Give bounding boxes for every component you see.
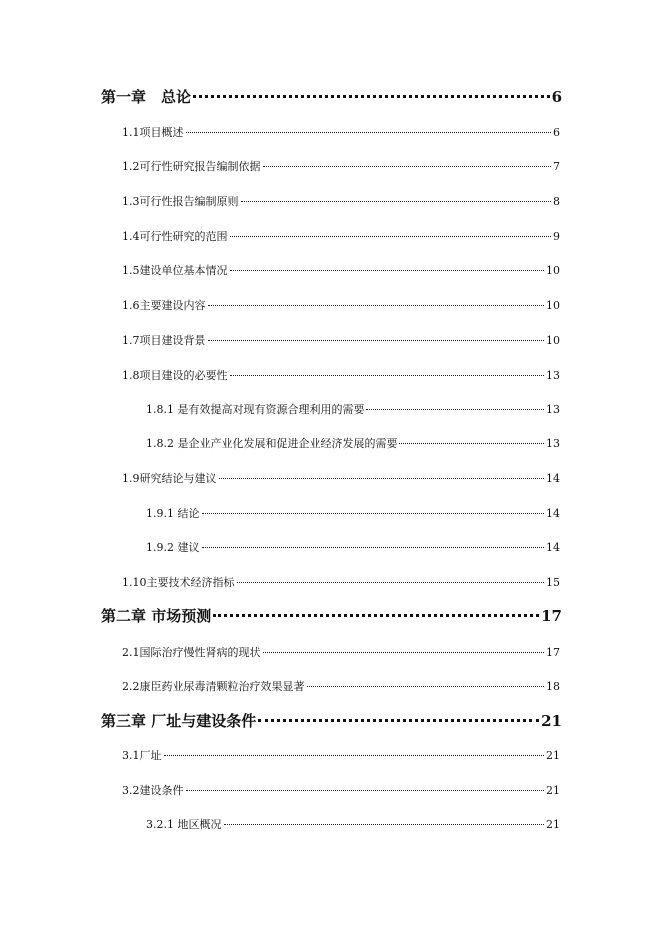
toc-subsection-1-9-2[interactable] (146, 539, 560, 555)
toc-chapter-3[interactable] (101, 710, 562, 731)
dot-leader (230, 270, 545, 271)
dot-leader (193, 95, 550, 98)
dot-leader (230, 236, 552, 237)
toc-section-1-4[interactable] (122, 228, 560, 244)
toc-section-1-8[interactable] (122, 367, 560, 383)
toc-entry-page: 14 (546, 541, 560, 554)
toc-section-1-5[interactable] (122, 262, 560, 278)
toc-entry-label: 2.2康臣药业尿毒清颗粒治疗效果显著 (122, 680, 305, 693)
dot-leader (208, 340, 545, 341)
toc-entry-page: 8 (553, 195, 560, 208)
toc-entry-label: 1.4可行性研究的范围 (122, 230, 228, 243)
dot-leader (219, 478, 545, 479)
toc-entry-page: 17 (546, 646, 560, 659)
toc-entry-page: 10 (546, 334, 560, 347)
toc-entry-label: 1.8项目建设的必要性 (122, 369, 228, 382)
toc-entry-label: 3.1厂址 (122, 749, 162, 762)
toc-entry-page: 15 (546, 576, 560, 589)
toc-entry-page: 18 (546, 680, 560, 693)
dot-leader (263, 652, 545, 653)
toc-entry-page: 13 (546, 437, 560, 450)
dot-leader (263, 166, 552, 167)
dot-leader (186, 132, 552, 133)
toc-entry-page: 6 (553, 126, 560, 139)
toc-section-2-1[interactable] (122, 644, 560, 660)
toc-entry-label: 1.8.2 是企业产业化发展和促进企业经济发展的需要 (146, 437, 398, 450)
dot-leader (307, 686, 545, 687)
toc-subsection-3-2-1[interactable] (146, 816, 560, 832)
dot-leader (258, 719, 539, 722)
dot-leader (208, 305, 545, 306)
toc-entry-page: 21 (541, 712, 562, 730)
toc-entry-label: 1.2可行性研究报告编制依据 (122, 160, 261, 173)
dot-leader (241, 201, 552, 202)
toc-section-1-9[interactable] (122, 470, 560, 486)
toc-entry-label: 1.5建设单位基本情况 (122, 264, 228, 277)
toc-entry-page: 6 (551, 88, 562, 106)
toc-subsection-1-8-2[interactable] (146, 435, 560, 451)
dot-leader (202, 547, 545, 548)
toc-subsection-1-8-1[interactable] (146, 401, 560, 417)
toc-section-2-2[interactable] (122, 678, 560, 694)
toc-entry-label: 1.9.1 结论 (146, 507, 200, 520)
toc-entry-label: 1.7项目建设背景 (122, 334, 206, 347)
toc-entry-page: 9 (553, 230, 560, 243)
dot-leader (164, 755, 545, 756)
toc-entry-label: 3.2建设条件 (122, 784, 184, 797)
dot-leader (399, 443, 544, 444)
toc-entry-page: 13 (546, 369, 560, 382)
toc-section-1-2[interactable] (122, 158, 560, 174)
dot-leader (224, 824, 545, 825)
toc-entry-label: 1.9.2 建议 (146, 541, 200, 554)
toc-entry-page: 10 (546, 299, 560, 312)
toc-entry-label: 1.8.1 是有效提高对现有资源合理利用的需要 (146, 403, 365, 416)
toc-entry-page: 7 (553, 160, 560, 173)
toc-entry-page: 21 (546, 749, 560, 762)
dot-leader (186, 790, 545, 791)
toc-section-1-1[interactable] (122, 124, 560, 140)
toc-chapter-1[interactable] (101, 86, 562, 107)
toc-entry-label: 第二章 市场预测 (101, 607, 212, 625)
toc-subsection-1-9-1[interactable] (146, 505, 560, 521)
toc-entry-page: 17 (541, 607, 562, 625)
toc-entry-label: 1.10主要技术经济指标 (122, 576, 235, 589)
toc-entry-label: 1.1项目概述 (122, 126, 184, 139)
toc-entry-page: 13 (546, 403, 560, 416)
toc-entry-label: 1.3可行性报告编制原则 (122, 195, 239, 208)
dot-leader (213, 614, 539, 617)
dot-leader (237, 582, 545, 583)
toc-entry-label: 第一章 总论 (101, 88, 192, 106)
toc-section-1-7[interactable] (122, 332, 560, 348)
toc-entry-label: 3.2.1 地区概况 (146, 818, 222, 831)
toc-chapter-2[interactable] (101, 605, 562, 626)
toc-entry-label: 2.1国际治疗慢性肾病的现状 (122, 646, 261, 659)
toc-entry-page: 21 (546, 784, 560, 797)
toc-section-1-3[interactable] (122, 193, 560, 209)
dot-leader (230, 375, 545, 376)
toc-entry-label: 第三章 厂址与建设条件 (101, 712, 257, 730)
toc-entry-label: 1.6主要建设内容 (122, 299, 206, 312)
toc-entry-page: 14 (546, 472, 560, 485)
toc-section-1-6[interactable] (122, 297, 560, 313)
toc-entry-page: 14 (546, 507, 560, 520)
toc-section-3-1[interactable] (122, 747, 560, 763)
toc-entry-page: 21 (546, 818, 560, 831)
toc-entry-page: 10 (546, 264, 560, 277)
dot-leader (366, 409, 544, 410)
dot-leader (202, 513, 545, 514)
toc-section-3-2[interactable] (122, 782, 560, 798)
toc-entry-label: 1.9研究结论与建议 (122, 472, 217, 485)
toc-section-1-10[interactable] (122, 574, 560, 590)
